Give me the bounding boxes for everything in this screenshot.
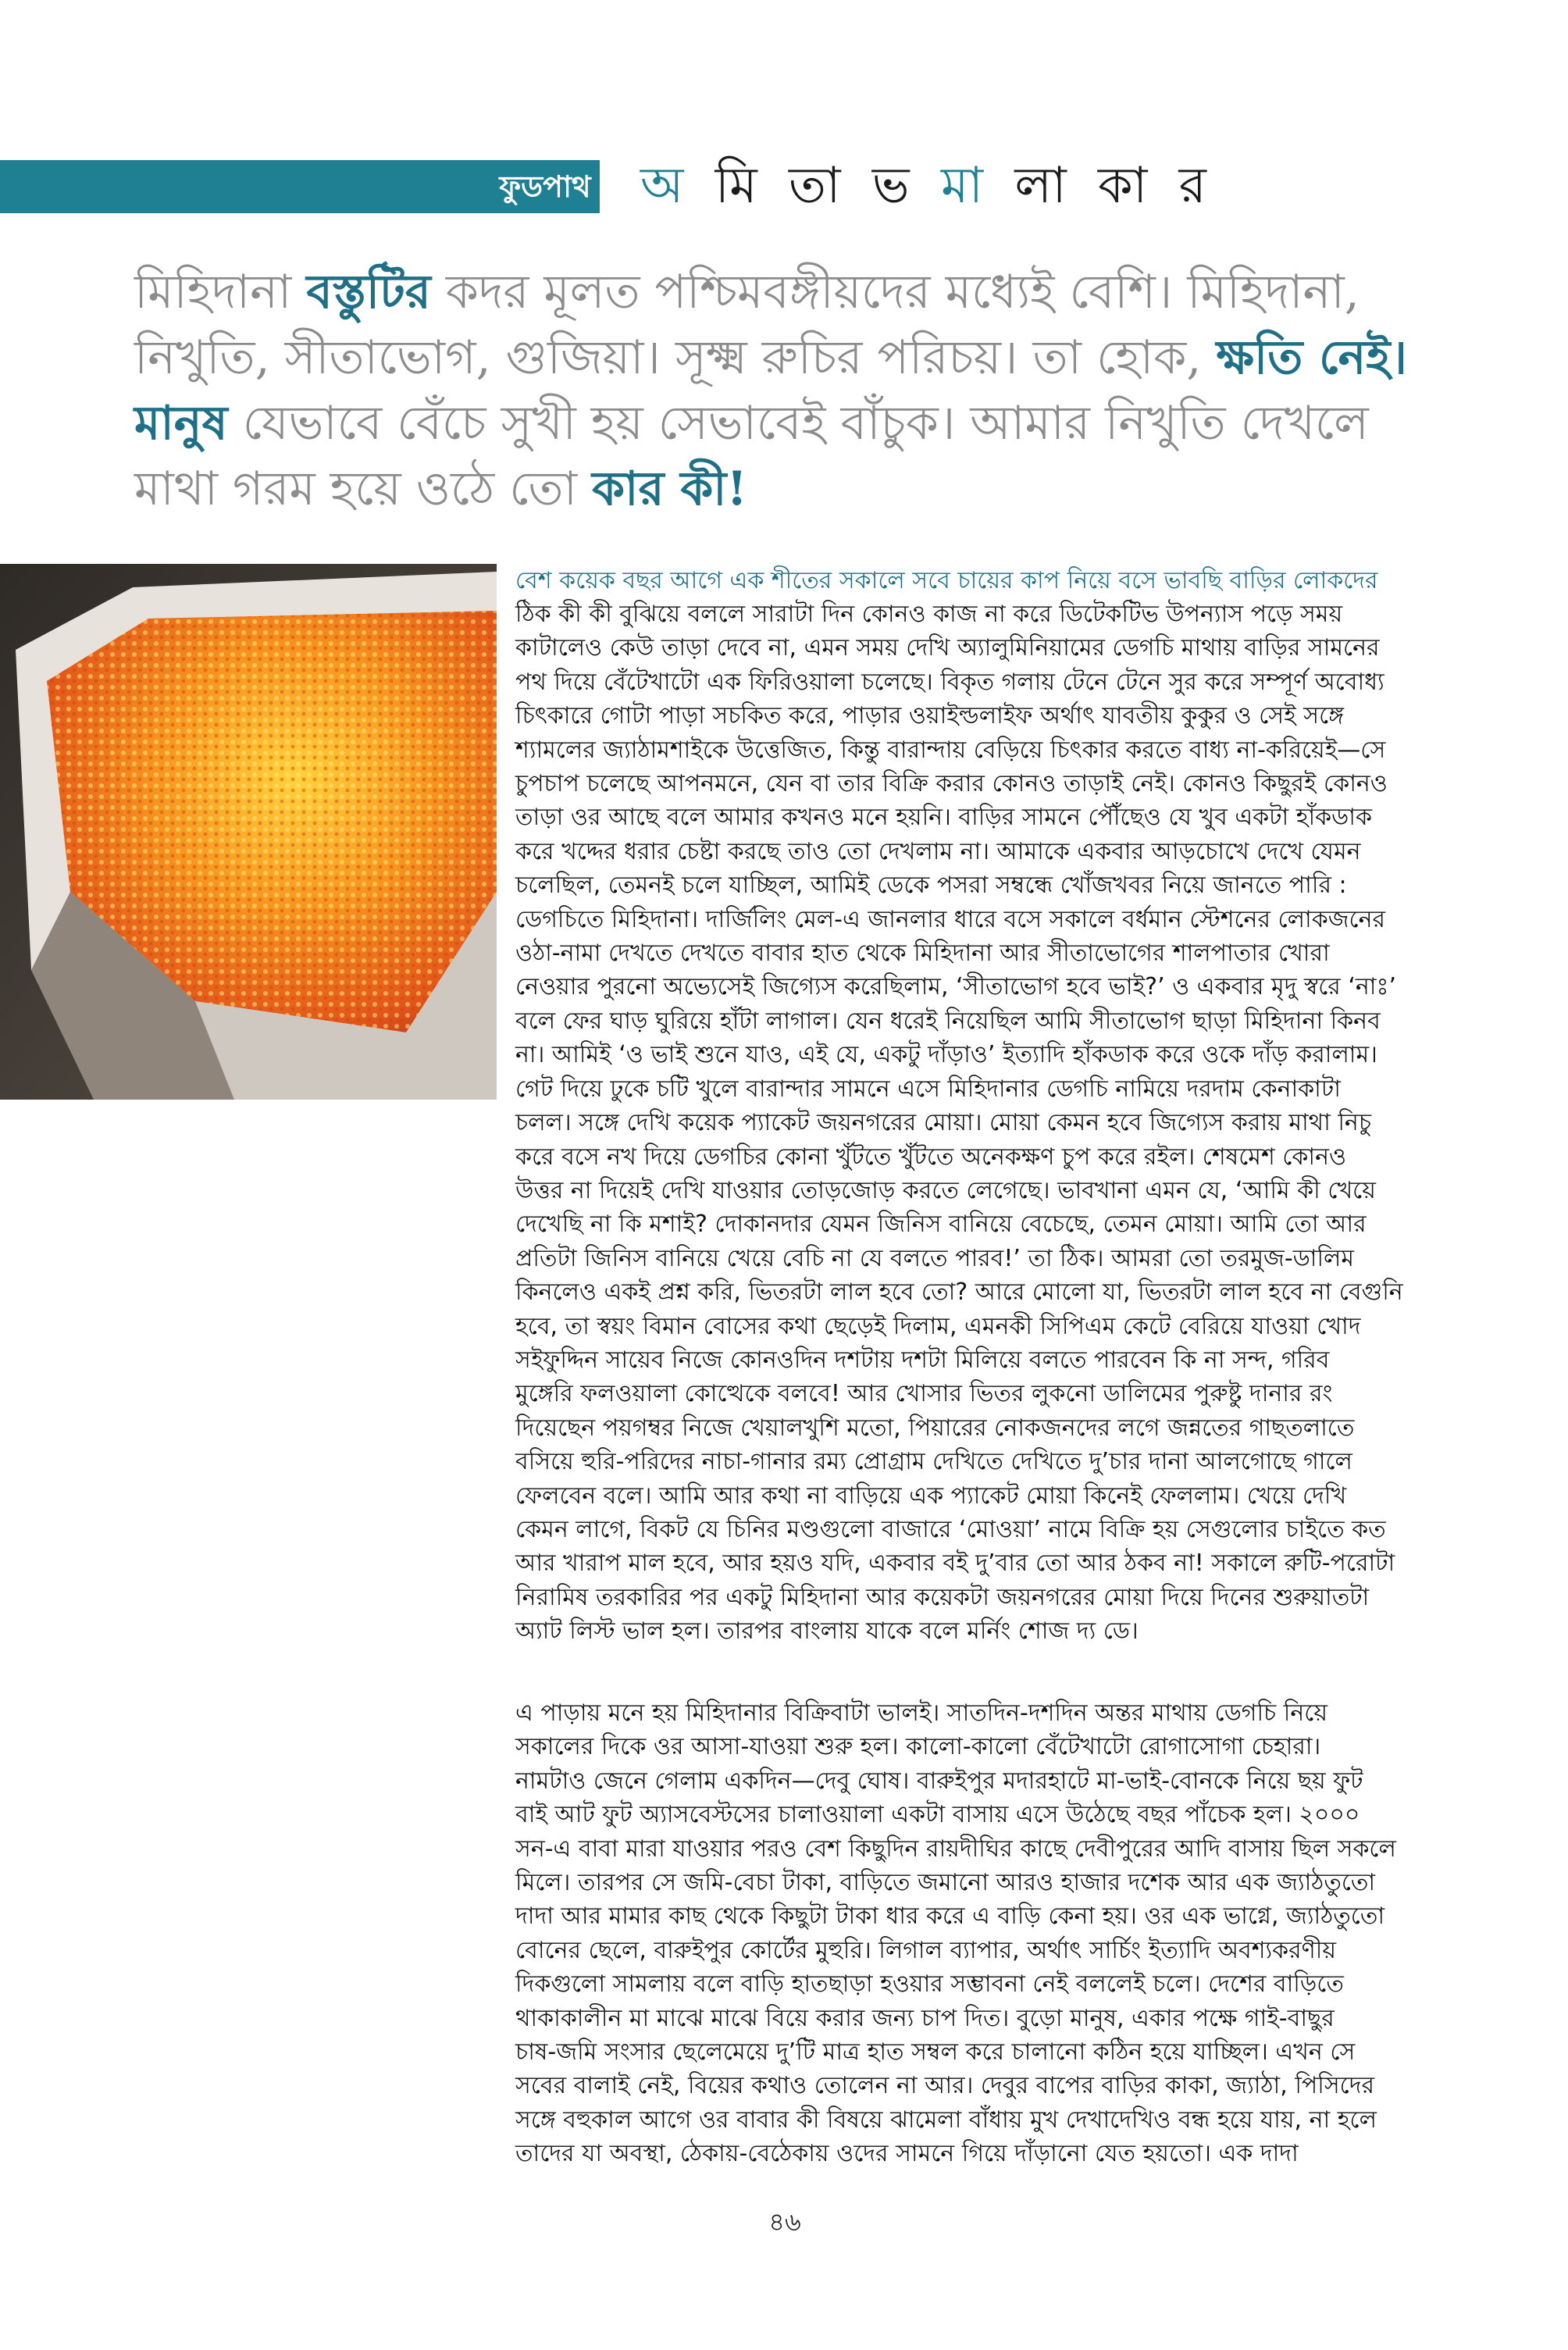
- text-line: বলে ফের ঘাড় ঘুরিয়ে হাঁটা লাগাল। যেন ধরেই নিয়েছিল আমি সীতাভোগ ছাড়া মিহিদানা কিনব: [515, 1007, 1381, 1035]
- text-line: সবের বালাই নেই, বিয়ের কথাও তোলেন না আর। দেবুর বাপের বাড়ির কাকা, জ্যাঠা, পিসিদের: [515, 2072, 1374, 2100]
- text-line: প্রতিটা জিনিস বানিয়ে খেয়ে বেচি না যে বলতে পারব!’ তা ঠিক। আমরা তো তরমুজ-ডালিম: [515, 1244, 1355, 1272]
- text-line: চুপচাপ চলেছে আপনমনে, যেন বা তার বিক্রি করার কোনও তাড়াই নেই। কোনও কিছুরই কোনও: [515, 770, 1388, 798]
- text-line: মুঙ্গেরি ফলওয়ালা কোত্থেকে বলবে! আর খোসার ভিতর লুকনো ডালিমের পুরুষ্টু দানার রং: [515, 1380, 1333, 1408]
- author-initial-1: অ: [640, 157, 692, 215]
- text-line: বোনের ছেলে, বারুইপুর কোর্টের মুহুরি। লিগাল ব্যাপার, অর্থাৎ সার্চিং ইত্যাদি অবশ্যকরণীয়: [515, 1936, 1337, 1964]
- text-line: তাড়া ওর আছে বলে আমার কখনও মনে হয়নি। বাড়ির সামনে পৌঁছেও যে খুব একটা হাঁকডাক: [515, 804, 1372, 832]
- text-line: নেওয়ার পুরনো অভ্যেসেই জিগ্যেস করেছিলাম, ‘সীতাভোগ হবে ভাই?’ ও একবার মৃদু স্বরে ‘নাঃ’: [515, 973, 1397, 1001]
- pullquote-text-3: যেভাবে বেঁচে সুখী হয় সেভাবেই বাঁচুক। আমার নিখুতি দেখলে মাথা গরম হয়ে ওঠে তো: [134, 396, 1369, 516]
- text-line: করে বসে নখ দিয়ে ডেগচির কোনা খুঁটতে খুঁটতে অনেকক্ষণ চুপ করে রইল। শেষমেশ কোনও: [515, 1143, 1347, 1171]
- text-line: কাটালেও কেউ তাড়া দেবে না, এমন সময় দেখি অ্যালুমিনিয়ামের ডেগচি মাথায় বাড়ির সামনের: [515, 634, 1380, 662]
- text-line: থাকাকালীন মা মাঝে মাঝে বিয়ে করার জন্য চাপ দিত। বুড়ো মানুষ, একার পক্ষে গাই-বাছুর: [515, 2004, 1335, 2032]
- text-line: উত্তর না দিয়েই দেখি যাওয়ার তোড়জোড় করতে লেগেছে। ভাবখানা এমন যে, ‘আমি কী খেয়ে: [515, 1176, 1376, 1204]
- text-line: শ্যামলের জ্যাঠামশাইকে উত্তেজিত, কিন্তু বারান্দায় বেড়িয়ে চিৎকার করতে বাধ্য না-করিয়েই—সে: [515, 736, 1386, 764]
- text-line: আর খারাপ মাল হবে, আর হয়ও যদি, একবার বই দু’বার তো আর ঠকব না! সকালে রুটি-পরোটা: [515, 1549, 1395, 1578]
- text-line: মিলে। তারপর সে জমি-বেচা টাকা, বাড়িতে জমানো আরও হাজার দশেক আর এক জ্যাঠতুতো: [515, 1869, 1376, 1897]
- text-line: ডেগচিতে মিহিদানা। দার্জিলিং মেল-এ জানলার ধারে বসে সকালে বর্ধমান স্টেশনের লোকজনের: [515, 905, 1386, 933]
- text-line: ফেলবেন বলে। আমি আর কথা না বাড়িয়ে এক প্যাকেট মোয়া কিনেই ফেললাম। খেয়ে দেখি: [515, 1482, 1347, 1510]
- text-line: নামটাও জেনে গেলাম একদিন—দেবু ঘোষ। বারুইপুর মদারহাটে মা-ভাই-বোনকে নিয়ে ছয় ফুট: [515, 1767, 1363, 1795]
- pullquote-highlight-3: মানুষ: [134, 396, 228, 451]
- page-number: ৪৬: [768, 2207, 801, 2237]
- text-line: বসিয়ে হুরি-পরিদের নাচা-গানার রম্য প্রোগ্রাম দেখিতে দেখিতে দু’চার দানা আলগোছে গালে: [515, 1448, 1352, 1476]
- section-tag: ফুডপাথ: [499, 169, 591, 204]
- pullquote-highlight-4: কার কী!: [592, 462, 747, 516]
- text-line: কেমন লাগে, বিকট যে চিনির মণ্ডগুলো বাজারে ‘মোওয়া’ নামে বিক্রি হয় সেগুলোর চাইতে কত: [515, 1515, 1386, 1543]
- text-line: গেট দিয়ে ঢুকে চটি খুলে বারান্দার সামনে এসে মিহিদানার ডেগচি নামিয়ে দরদাম কেনাকাটা: [515, 1075, 1341, 1103]
- body-paragraph-1: [515, 597, 1421, 1649]
- text-line: কিনলেও একই প্রশ্ন করি, ভিতরটা লাল হবে তো? আরে মোলো যা, ভিতরটা লাল হবে না বেগুনি: [515, 1278, 1403, 1307]
- text-line: দিকগুলো সামলায় বলে বাড়ি হাতছাড়া হওয়ার সম্ভাবনা নেই বললেই চলে। দেশের বাড়িতে: [515, 1970, 1344, 1999]
- text-line: সকালের দিকে ওর আসা-যাওয়া শুরু হল। কালো-কালো বেঁটেখাটো রোগাসোগা চেহারা।: [515, 1733, 1321, 1761]
- mihidana-photo: [0, 564, 497, 1100]
- text-line: অ্যাট লিস্ট ভাল হল। তারপর বাংলায় যাকে বলে মর্নিং শোজ দ্য ডে।: [515, 1617, 1139, 1646]
- pull-quote: [134, 259, 1462, 522]
- text-line: দিয়েছেন পয়গম্বর নিজে খেয়ালখুশি মতো, পিয়ারের নোকজনদের লগে জন্নতের গাছতলাতে: [515, 1414, 1355, 1442]
- text-line: ঠিক কী কী বুঝিয়ে বললে সারাটা দিন কোনও কাজ না করে ডিটেকটিভ উপন্যাস পড়ে সময়: [515, 601, 1343, 628]
- pullquote-text-1: মিহিদানা: [134, 265, 307, 319]
- text-line: চিৎকারে গোটা পাড়া সচকিত করে, পাড়ার ওয়াইল্ডলাইফ অর্থাৎ যাবতীয় কুকুর ও সেই সঙ্গে: [515, 702, 1345, 730]
- text-line: সন-এ বাবা মারা যাওয়ার পরও বেশ কিছুদিন রায়দীঘির কাছে দেবীপুরের আদি বাসায় ছিল সকলে: [515, 1835, 1396, 1863]
- text-line: চাষ-জমি সংসার ছেলেমেয়ে দু’টি মাত্র হাত সম্বল করে চালানো কঠিন হয়ে যাচ্ছিল। এখন সে: [515, 2038, 1356, 2067]
- author-name: [640, 155, 1214, 217]
- text-line: দেখেছি না কি মশাই? দোকানদার যেমন জিনিস বানিয়ে বেচেছে, তেমন মোয়া। আমি তো আর: [515, 1211, 1367, 1239]
- text-line: নিরামিষ তরকারির পর একটু মিহিদানা আর কয়েকটা জয়নগরের মোয়া দিয়ে দিনের শুরুয়াতটা: [515, 1583, 1370, 1611]
- text-line: করে খদ্দের ধরার চেষ্টা করছে তাও তো দেখলাম না। আমাকে একবার আড়চোখে দেখে যেমন: [515, 837, 1361, 865]
- text-line: দাদা আর মামার কাছ থেকে কিছুটা টাকা ধার করে এ বাড়ি কেনা হয়। ওর এক ভাগ্নে, জ্যাঠতুতো: [515, 1902, 1385, 1931]
- text-line: তাদের যা অবস্থা, ঠেকায়-বেঠেকায় ওদের সামনে গিয়ে দাঁড়ানো যেত হয়তো। এক দাদা: [515, 2140, 1299, 2168]
- text-line: চলেছিল, তেমনই চলে যাচ্ছিল, আমিই ডেকে পসরা সম্বন্ধে খোঁজখবর নিয়ে জানতে পারি :: [515, 872, 1347, 900]
- author-part-2: মি তা ভ: [691, 157, 941, 215]
- text-line: চলল। সঙ্গে দেখি কয়েক প্যাকেট জয়নগরের মোয়া। মোয়া কেমন হবে জিগ্যেস করায় মাথা নিচু: [515, 1109, 1372, 1137]
- body-paragraph-2: [515, 1696, 1421, 2171]
- text-line: পথ দিয়ে বেঁটেখাটো এক ফিরিওয়ালা চলেছে। বিকৃত গলায় টেনে টেনে সুর করে সম্পূর্ণ অবোধ্য: [515, 668, 1384, 696]
- pullquote-text-2: কদর মূলত পশ্চিমবঙ্গীয়দের মধ্যেই বেশি। মিহিদানা, নিখুতি, সীতাভোগ, গুজিয়া। সূক্ষ্ম রুচির পরিচয়। তা হোক,: [134, 265, 1360, 385]
- text-line: বাই আট ফুট অ্যাসবেস্টসের চালাওয়ালা একটা বাসায় এসে উঠেছে বছর পাঁচেক হল। ২০০০: [515, 1801, 1360, 1829]
- pullquote-highlight-2: ক্ষতি নেই।: [1216, 330, 1407, 385]
- author-part-4: লা কা র: [991, 157, 1214, 215]
- text-line: না। আমিই ‘ও ভাই শুনে যাও, এই যে, একটু দাঁড়াও’ ইত্যাদি হাঁকডাক করে ওকে দাঁড় করালাম।: [515, 1041, 1377, 1069]
- text-line: সঙ্গে বহুকাল আগে ওর বাবার কী বিষয়ে ঝামেলা বাঁধায় মুখ দেখাদেখিও বন্ধ হয়ে যায়, না হলে: [515, 2106, 1377, 2134]
- author-initial-2: মা: [940, 157, 992, 215]
- text-line: হবে, তা স্বয়ং বিমান বোসের কথা ছেড়েই দিলাম, এমনকী সিপিএম কেটে বেরিয়ে যাওয়া খোদ: [515, 1312, 1361, 1340]
- pullquote-highlight-1: বস্তুটির: [306, 265, 431, 319]
- intro-line: বেশ কয়েক বছর আগে এক শীতের সকালে সবে চায়ের কাপ নিয়ে বসে ভাবছি বাড়ির লোকদের: [515, 567, 1378, 594]
- text-line: সইফুদ্দিন সায়েব নিজে কোনওদিন দশটায় দশটা মিলিয়ে বলতে পারবেন কি না সন্দ, গরিব: [515, 1346, 1330, 1374]
- text-line: এ পাড়ায় মনে হয় মিহিদানার বিক্রিবাটা ভালই। সাতদিন-দশদিন অন্তর মাথায় ডেগচি নিয়ে: [515, 1699, 1327, 1727]
- text-line: ওঠা-নামা দেখতে দেখতে বাবার হাত থেকে মিহিদানা আর সীতাভোগের শালপাতার খোরা: [515, 940, 1330, 968]
